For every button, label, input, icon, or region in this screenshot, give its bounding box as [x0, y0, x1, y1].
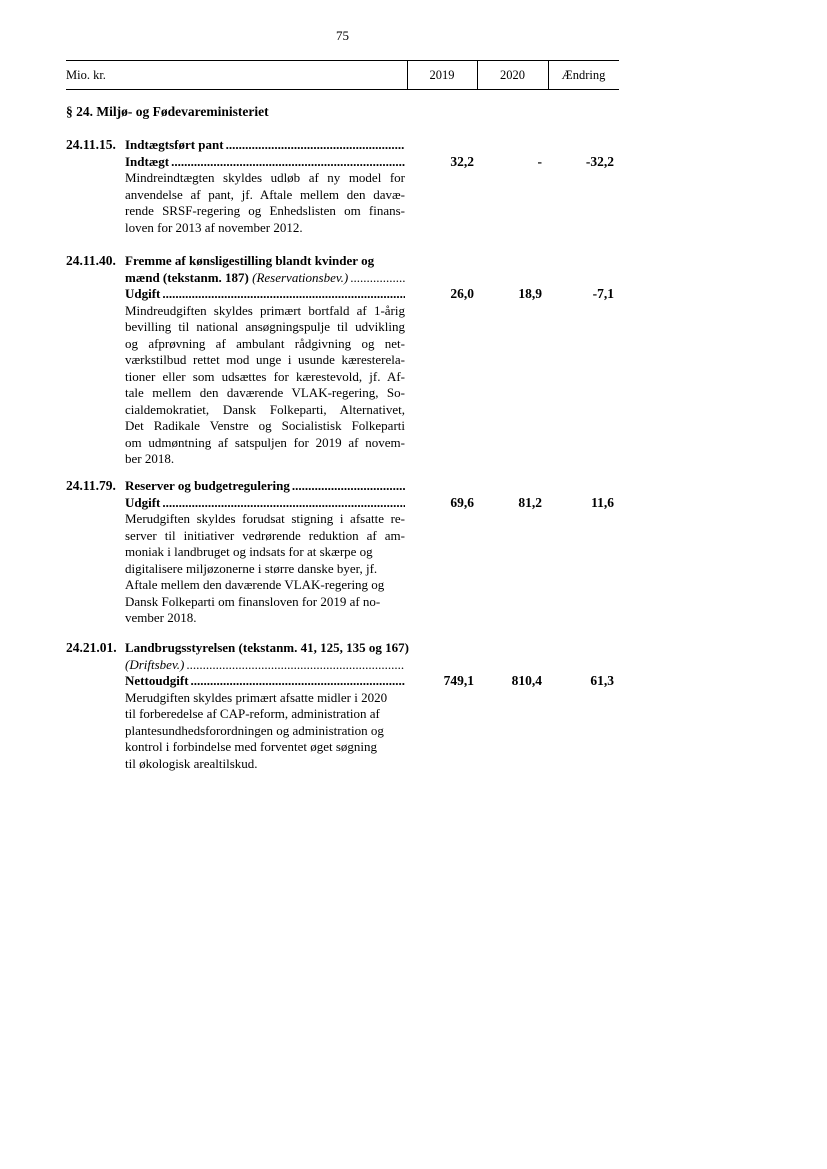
account-number: 24.11.79.: [66, 478, 116, 493]
entry-title: Fremme af kønsligestilling blandt kvinder og: [125, 253, 375, 268]
entry-text: kontrol i forbindelse med forventet øget søgning: [125, 739, 378, 754]
entry-text: digitalisere miljøzonerne i større danske byer, jf.: [125, 560, 378, 576]
entry-text: om udmøntning af satspuljen for 2019 af novem-: [125, 434, 405, 450]
page-number: 75: [336, 28, 349, 43]
header-2019: 2019: [429, 68, 455, 82]
entry-text: bevilling til national ansøgningspulje til udvikling: [125, 319, 405, 334]
entry-text: Det Radikale Venstre og Socialistisk Folkeparti: [125, 418, 405, 433]
entry-text: værkstilbud rettet mod unge i usunde kæresterela-: [125, 352, 405, 367]
entry-text: Dansk Folkeparti om finansloven for 2019 af no-: [125, 593, 381, 609]
entry-text: Aftale mellem den daværende VLAK-regering og: [125, 577, 385, 592]
entry-text: vember 2018.: [125, 610, 197, 625]
entry-title: Indtægtsført pant .....: [125, 137, 405, 154]
entry-text: plantesundhedsforordningen og administration og: [125, 722, 384, 738]
entry-text: ber 2018.: [125, 451, 175, 466]
entry-text: cialdemokratiet, Dansk Folkeparti, Alternativet,: [125, 401, 405, 417]
entry-category: Nettoudgift .....: [125, 673, 405, 690]
entry-text: og afprøvning af ambulant rådgivning og net-: [125, 335, 405, 351]
value-2019: 69,6: [450, 494, 474, 510]
entry-text: Mindreudgiften skyldes primært bortfald af 1-årig: [125, 302, 405, 318]
value-2020: 18,9: [518, 286, 542, 301]
value-2020: -: [537, 153, 542, 169]
entry-category: Udgift .....: [125, 286, 405, 303]
entry-text: tale mellem den daværende VLAK-regering, So-: [125, 385, 405, 400]
entry-text: anvendelse af pant, jf. Aftale mellem den davæ-: [125, 186, 405, 202]
entry-category: Indtægt .....: [125, 154, 405, 171]
section-title: § 24. Miljø- og Fødevareministeriet: [66, 104, 269, 119]
value-change: -7,1: [592, 286, 614, 301]
table-header: [66, 60, 619, 90]
entry-category: Udgift .....: [125, 495, 405, 512]
entry-body: [125, 478, 405, 627]
header-2020: 2020: [500, 68, 525, 82]
value-change: -32,2: [585, 153, 614, 169]
value-2019: 32,2: [450, 153, 474, 169]
entry-title: (Driftsbev.) .....: [125, 657, 405, 674]
entry-text: Mindreindtægten skyldes udløb af ny model for: [125, 170, 405, 185]
header-change: Ændring: [561, 68, 606, 82]
entry-text: Merudgiften skyldes primært afsatte midler i 2020: [125, 689, 388, 705]
unit-label: Mio. kr.: [66, 68, 106, 82]
entry-title: Reserver og budgetregulering .....: [125, 478, 405, 495]
entry-text: rende SRSF-regering og Enhedslisten om finans-: [125, 203, 405, 218]
entry-text: moniak i landbruget og indsats for at skærpe og: [125, 544, 373, 559]
entry-text: loven for 2013 af november 2012.: [125, 219, 303, 235]
value-2020: 81,2: [518, 494, 542, 510]
value-change: 61,3: [590, 673, 614, 688]
account-number: 24.11.15.: [66, 137, 116, 152]
account-number: 24.21.01.: [66, 640, 117, 655]
value-2019: 749,1: [443, 673, 474, 688]
entry-text: til forberedelse af CAP-reform, administration af: [125, 706, 380, 721]
entry-text: tioner eller som udsættes for kærestevold, jf. Af-: [125, 368, 405, 384]
entry-title: mænd (tekstanm. 187) (Reservationsbev.) .....: [125, 270, 405, 287]
entry-body: [125, 640, 409, 772]
value-2019: 26,0: [450, 286, 474, 301]
entry-title: Landbrugsstyrelsen (tekstanm. 41, 125, 135 og 167): [125, 640, 409, 655]
entry-text: server til initiativer vedrørende reduktion af am-: [125, 527, 405, 543]
entry-text: til økologisk arealtilskud.: [125, 755, 258, 771]
entry-text: Merudgiften skyldes forudsat stigning i afsatte re-: [125, 511, 405, 526]
entry-body: [125, 253, 405, 468]
value-change: 11,6: [591, 494, 614, 510]
value-2020: 810,4: [511, 673, 542, 688]
entry-body: [125, 137, 405, 236]
account-number: 24.11.40.: [66, 253, 116, 268]
